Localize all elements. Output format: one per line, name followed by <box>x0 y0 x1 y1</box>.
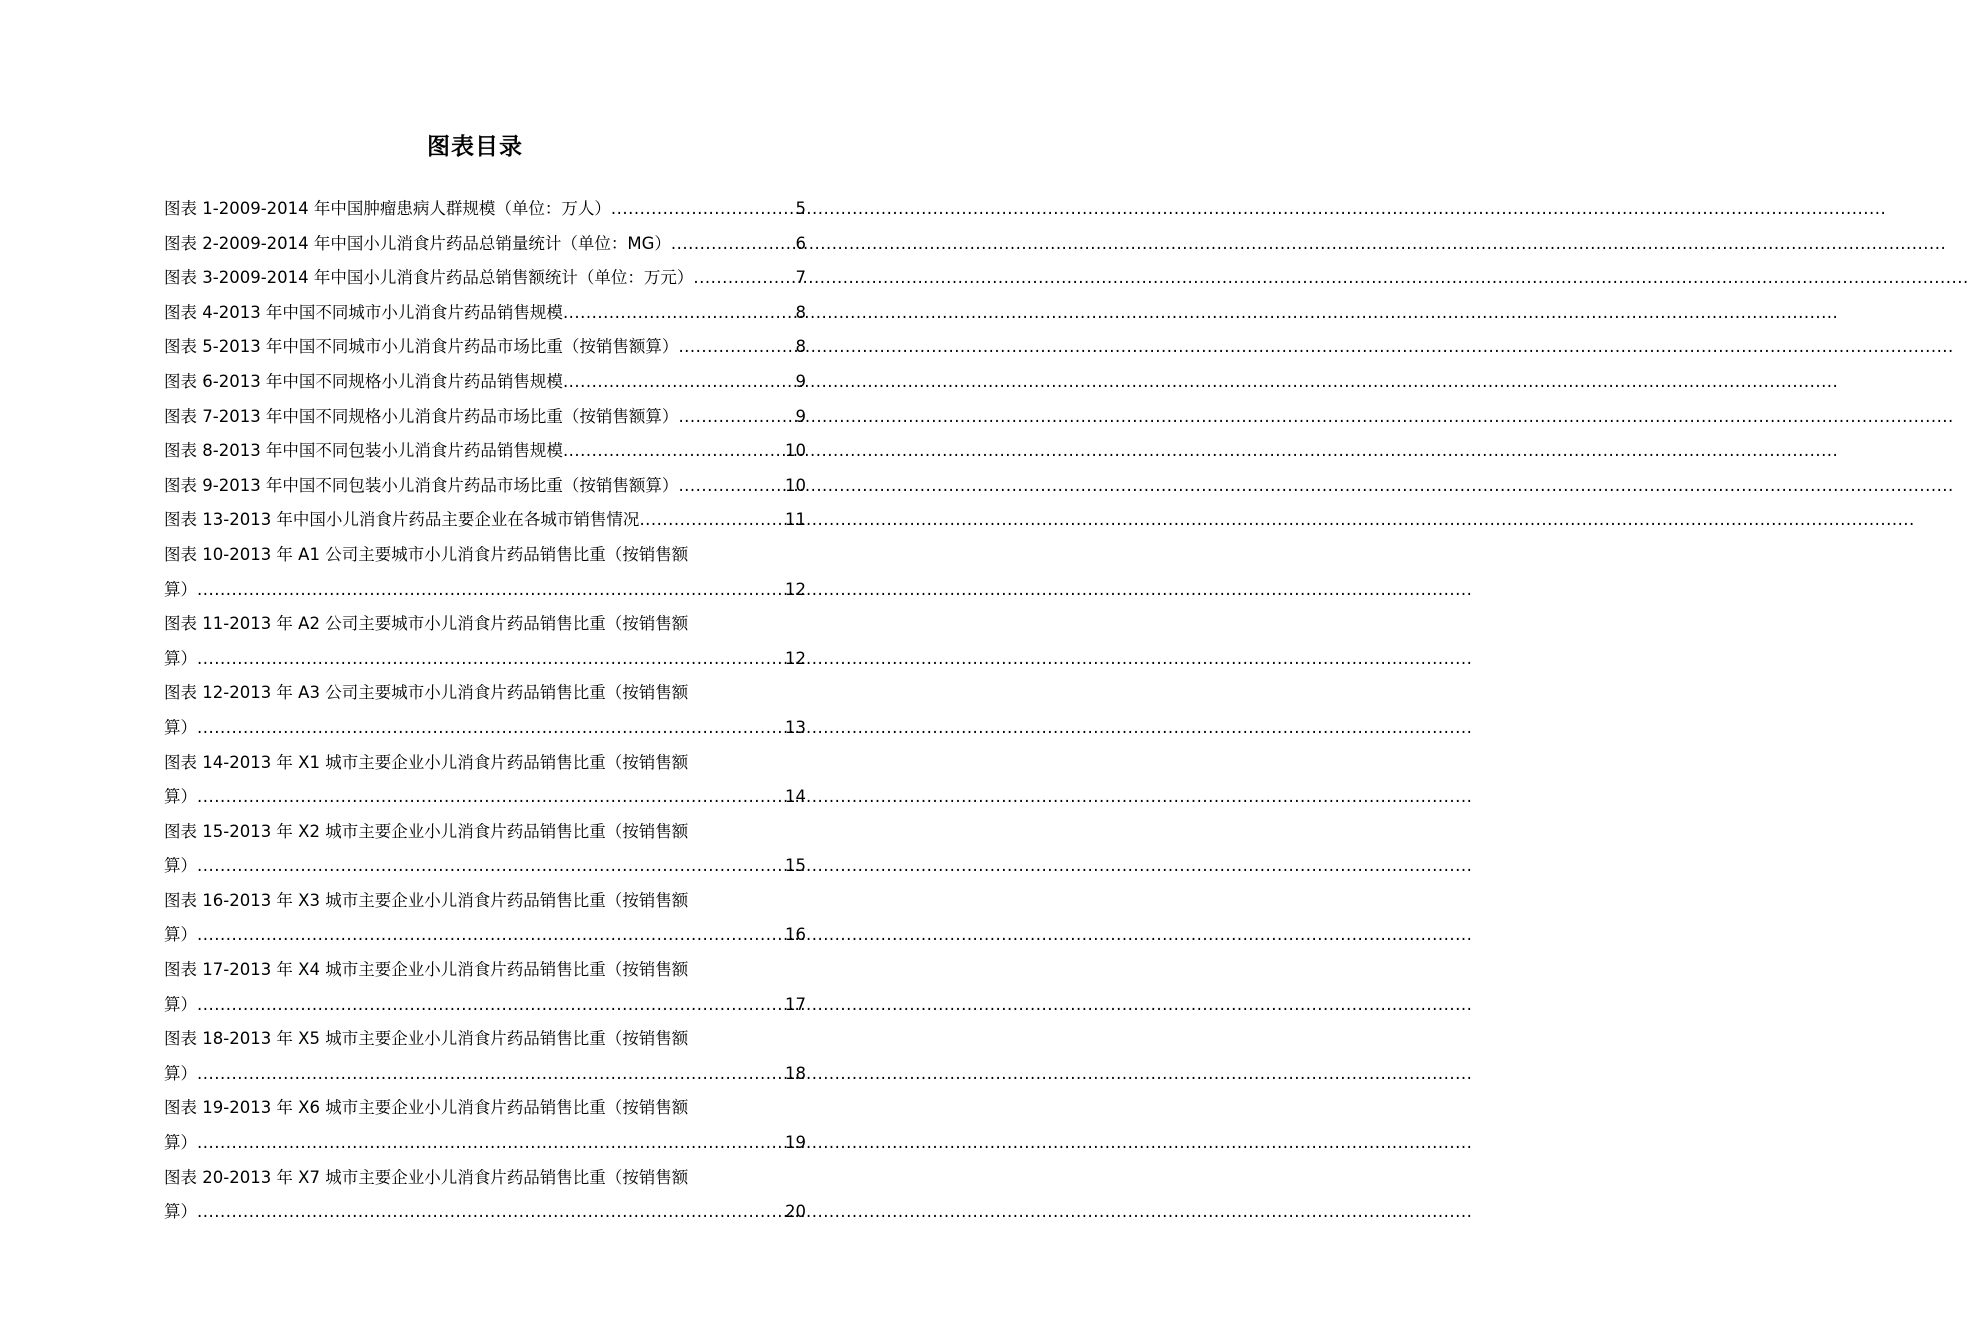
toc-entry[interactable] <box>164 434 806 469</box>
toc-entry-text: 图表 3-2009-2014 年中国小儿消食片药品总销售额统计（单位：万元） <box>164 268 694 288</box>
leader-dots <box>611 192 795 227</box>
toc-entry-continuation: 算） <box>164 717 197 737</box>
toc-page-number: 9 <box>795 371 806 391</box>
toc-page-number: 5 <box>795 199 806 218</box>
toc-entry[interactable] <box>164 296 806 331</box>
toc-entry-text: 图表 17-2013 年 X4 城市主要企业小儿消食片药品销售比重（按销售额 <box>164 960 689 980</box>
leader-dots <box>639 503 784 538</box>
toc-entry-text: 图表 18-2013 年 X5 城市主要企业小儿消食片药品销售比重（按销售额 <box>164 1029 689 1049</box>
leader-dots <box>197 849 784 884</box>
toc-entry-continuation: 算） <box>164 787 197 807</box>
toc-entry[interactable] <box>164 469 806 504</box>
toc-entry-continuation: 算） <box>164 994 197 1014</box>
toc-entry[interactable] <box>164 400 806 435</box>
toc-entry[interactable] <box>164 330 806 365</box>
toc-entry-text: 图表 10-2013 年 A1 公司主要城市小儿消食片药品销售比重（按销售额 <box>164 544 689 564</box>
toc-entry[interactable] <box>164 1022 806 1091</box>
toc-entry-text: 图表 8-2013 年中国不同包装小儿消食片药品销售规模 <box>164 441 563 461</box>
toc-page-number: 14 <box>785 787 806 807</box>
toc-entry-text: 图表 20-2013 年 X7 城市主要企业小儿消食片药品销售比重（按销售额 <box>164 1167 689 1187</box>
toc-entry-continuation: 算） <box>164 1202 197 1222</box>
toc-entry[interactable] <box>164 607 806 676</box>
toc-entry-continuation: 算） <box>164 856 197 876</box>
toc-entry[interactable] <box>164 884 806 953</box>
toc-entry[interactable] <box>164 503 806 538</box>
toc-entry-text: 图表 16-2013 年 X3 城市主要企业小儿消食片药品销售比重（按销售额 <box>164 890 689 910</box>
toc-entry[interactable] <box>164 953 806 1022</box>
leader-dots <box>197 1057 784 1092</box>
toc-entry-continuation: 算） <box>164 579 197 599</box>
toc-entry-text: 图表 5-2013 年中国不同城市小儿消食片药品市场比重（按销售额算） <box>164 337 679 357</box>
toc-page-number: 8 <box>795 302 806 322</box>
leader-dots <box>197 1126 784 1161</box>
toc-page-number: 10 <box>785 441 806 461</box>
leader-dots <box>563 434 784 469</box>
toc-page-number: 20 <box>785 1202 806 1222</box>
leader-dots <box>671 227 795 262</box>
toc-entry[interactable] <box>164 227 806 262</box>
toc-entry-text: 图表 13-2013 年中国小儿消食片药品主要企业在各城市销售情况 <box>164 510 640 530</box>
leader-dots <box>197 711 784 746</box>
toc-entry-text: 图表 7-2013 年中国不同规格小儿消食片药品市场比重（按销售额算） <box>164 406 679 426</box>
toc-entry-text: 图表 4-2013 年中国不同城市小儿消食片药品销售规模 <box>164 302 563 322</box>
toc-entry-continuation: 算） <box>164 648 197 668</box>
toc-entry-continuation: 算） <box>164 1133 197 1153</box>
toc-entry[interactable] <box>164 1161 806 1230</box>
leader-dots <box>197 988 784 1023</box>
toc-entry-text: 图表 2-2009-2014 年中国小儿消食片药品总销量统计（单位：MG） <box>164 233 671 253</box>
toc-page-number: 6 <box>795 233 806 253</box>
toc-entry-continuation: 算） <box>164 925 197 945</box>
toc-entry-continuation: 算） <box>164 1063 197 1083</box>
toc-entry-text: 图表 1-2009-2014 年中国肿瘤患病人群规模（单位：万人） <box>164 199 611 218</box>
toc-page-number: 10 <box>785 475 806 495</box>
toc-entry-text: 图表 14-2013 年 X1 城市主要企业小儿消食片药品销售比重（按销售额 <box>164 752 689 772</box>
toc-page-number: 15 <box>785 856 806 876</box>
toc-entry[interactable] <box>164 192 806 227</box>
toc-page-number: 16 <box>785 925 806 945</box>
toc-entry[interactable] <box>164 746 806 815</box>
leader-dots <box>563 365 795 400</box>
toc-entry-text: 图表 9-2013 年中国不同包装小儿消食片药品市场比重（按销售额算） <box>164 475 679 495</box>
toc-page-number: 18 <box>785 1063 806 1083</box>
leader-dots <box>678 400 794 435</box>
toc-entry-text: 图表 12-2013 年 A3 公司主要城市小儿消食片药品销售比重（按销售额 <box>164 683 689 703</box>
toc-entry[interactable] <box>164 261 806 296</box>
toc-entry-text: 图表 19-2013 年 X6 城市主要企业小儿消食片药品销售比重（按销售额 <box>164 1098 689 1118</box>
leader-dots <box>678 330 794 365</box>
toc-entry-text: 图表 15-2013 年 X2 城市主要企业小儿消食片药品销售比重（按销售额 <box>164 821 689 841</box>
toc-entry-text: 图表 11-2013 年 A2 公司主要城市小儿消食片药品销售比重（按销售额 <box>164 614 689 634</box>
document-page <box>0 0 950 1344</box>
leader-dots <box>197 642 784 677</box>
toc-page-number: 17 <box>785 994 806 1014</box>
toc-page-number: 9 <box>795 406 806 426</box>
leader-dots <box>678 469 784 504</box>
toc-page-number: 19 <box>785 1133 806 1153</box>
table-of-figures <box>164 192 806 1230</box>
toc-entry[interactable] <box>164 538 806 607</box>
toc-page-number: 12 <box>785 579 806 599</box>
leader-dots <box>563 296 795 331</box>
leader-dots <box>693 261 794 296</box>
toc-entry[interactable] <box>164 365 806 400</box>
leader-dots <box>197 780 784 815</box>
leader-dots <box>197 918 784 953</box>
leader-dots <box>197 1195 784 1230</box>
toc-page-number: 8 <box>795 337 806 357</box>
toc-title: 图表目录 <box>427 134 523 160</box>
leader-dots <box>197 573 784 608</box>
toc-page-number: 11 <box>785 510 806 530</box>
toc-page-number: 7 <box>795 268 806 288</box>
toc-page-number: 13 <box>785 717 806 737</box>
toc-entry[interactable] <box>164 676 806 745</box>
toc-entry[interactable] <box>164 815 806 884</box>
toc-entry-text: 图表 6-2013 年中国不同规格小儿消食片药品销售规模 <box>164 371 563 391</box>
toc-entry[interactable] <box>164 1091 806 1160</box>
toc-page-number: 12 <box>785 648 806 668</box>
